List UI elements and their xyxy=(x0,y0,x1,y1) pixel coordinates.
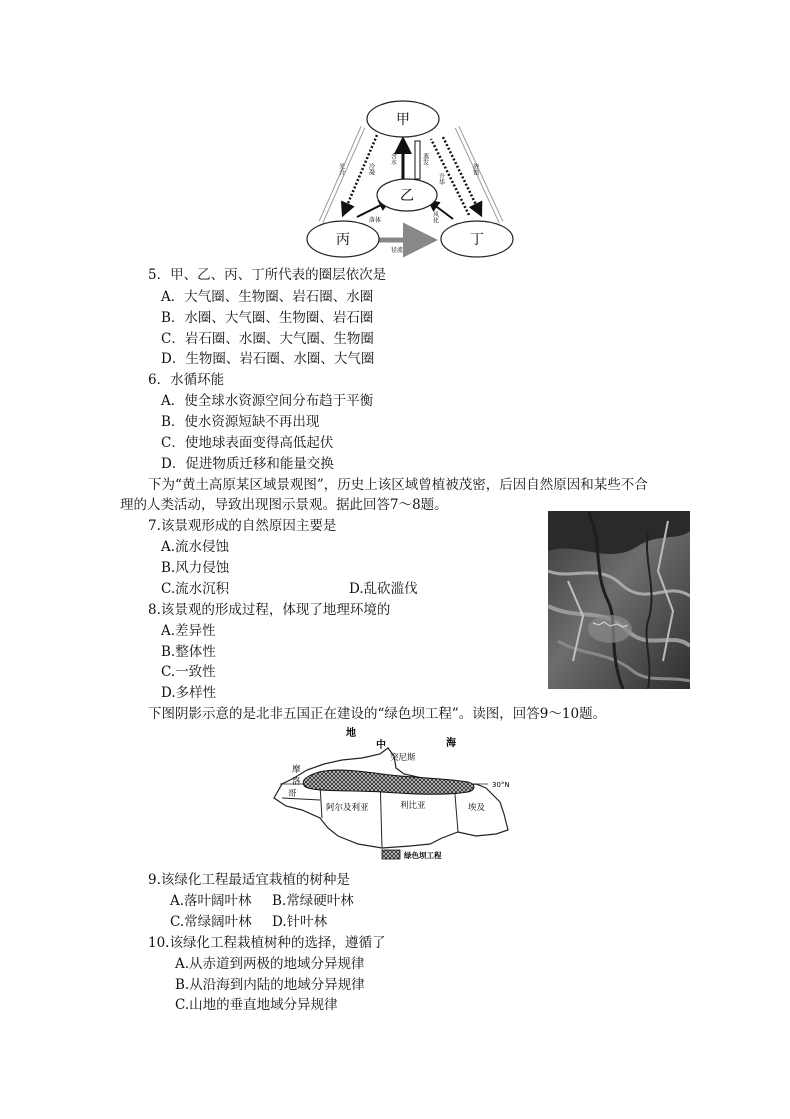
q7-option-c: C.流水沉积 xyxy=(161,581,230,597)
q10-option-c: C.山地的垂直地域分异规律 xyxy=(175,997,338,1013)
label-jingliu: 径流 xyxy=(391,247,404,254)
q9-stem: 9.该绿化工程最适宜栽植的树种是 xyxy=(148,872,350,888)
label-egypt: 埃及 xyxy=(468,803,486,813)
intro-9-10: 下图阴影示意的是北非五国正在建设的“绿色坝工程”。读图，回答9～10题。 xyxy=(148,706,607,722)
label-morocco-1: 摩 xyxy=(292,765,301,775)
label-zhengfa: 蒸发 xyxy=(421,153,429,165)
label-lengning: 冷凝 xyxy=(367,163,375,175)
q8-option-d: D.多样性 xyxy=(161,685,217,701)
q8-option-b: B.整体性 xyxy=(161,644,216,660)
q9-option-d: D.针叶林 xyxy=(272,914,328,930)
q8-stem: 8.该景观的形成过程，体现了地理环境的 xyxy=(148,602,391,618)
q8-option-a: A.差异性 xyxy=(161,623,216,639)
q9-option-b: B.常绿硬叶林 xyxy=(272,893,354,909)
intro-7-8-line2: 理的人类活动，导致出现图示景观。据此回答7～8题。 xyxy=(120,497,448,513)
q7-option-d: D.乱砍滥伐 xyxy=(349,581,418,597)
q5-option-b: B．水圈、大气圈、生物圈、岩石圈 xyxy=(161,310,374,326)
sea-char-2: 中 xyxy=(376,740,386,751)
north-africa-map xyxy=(262,726,532,866)
label-algeria: 阿尔及利亚 xyxy=(326,803,369,813)
label-libya: 利比亚 xyxy=(400,801,426,811)
q10-option-a: A.从赤道到两极的地域分异规律 xyxy=(175,956,365,972)
label-guanghe: 光合 xyxy=(337,163,345,175)
q5-option-a: A．大气圈、生物圈、岩石圈、水圈 xyxy=(161,289,374,305)
q5-option-c: C．岩石圈、水圈、大气圈、生物圈 xyxy=(161,331,374,347)
q9-option-c: C.常绿阔叶林 xyxy=(170,914,252,930)
label-gaihe: 溶蚀 xyxy=(471,163,479,175)
label-shengfa: 升华 xyxy=(437,173,445,185)
node-bing-label: 丙 xyxy=(336,232,350,248)
sea-char-3: 海 xyxy=(446,738,456,749)
node-yi-label: 乙 xyxy=(400,188,414,204)
label-morocco-2: 洛 xyxy=(292,777,301,787)
q5-stem: 5．甲、乙、丙、丁所代表的圈层依次是 xyxy=(148,267,387,283)
legend-label: 绿色坝工程 xyxy=(404,851,442,860)
node-jia-label: 甲 xyxy=(396,112,410,128)
q7-option-b: B.风力侵蚀 xyxy=(161,560,230,576)
q6-option-b: B．使水资源短缺不再出现 xyxy=(161,414,320,430)
label-morocco-3: 哥 xyxy=(288,789,297,799)
q9-option-a: A.落叶阔叶林 xyxy=(170,893,252,909)
label-30n: 30°N xyxy=(492,781,510,789)
q10-stem: 10.该绿化工程栽植树种的选择，遵循了 xyxy=(148,935,386,951)
q6-stem: 6．水循环能 xyxy=(148,372,225,388)
intro-7-8-line1: 下为“黄土高原某区域景观图”，历史上该区域曾植被茂密，后因自然原因和某些不合 xyxy=(148,477,648,493)
q6-option-c: C．使地球表面变得高低起伏 xyxy=(161,435,334,451)
q10-option-b: B.从沿海到内陆的地域分异规律 xyxy=(175,977,365,993)
q6-option-d: D．促进物质迁移和能量交换 xyxy=(161,456,334,472)
loess-plateau-photo xyxy=(548,511,690,689)
q7-stem: 7.该景观形成的自然原因主要是 xyxy=(148,518,337,534)
q6-option-a: A．使全球水资源空间分布趋于平衡 xyxy=(161,393,374,409)
label-tunisia: 突尼斯 xyxy=(390,753,416,763)
q8-option-c: C.一致性 xyxy=(161,664,216,680)
q5-option-d: D．生物圈、岩石圈、水圈、大气圈 xyxy=(161,351,375,367)
q7-option-a: A.流水侵蚀 xyxy=(161,539,230,555)
label-hanshui: 含水 xyxy=(389,153,397,165)
label-wuliu: 风化 xyxy=(431,211,439,223)
sea-char-1: 地 xyxy=(346,728,356,739)
node-ding-label: 丁 xyxy=(470,232,484,248)
label-luoti: 落体 xyxy=(369,217,382,224)
sphere-cycle-diagram xyxy=(305,97,515,259)
